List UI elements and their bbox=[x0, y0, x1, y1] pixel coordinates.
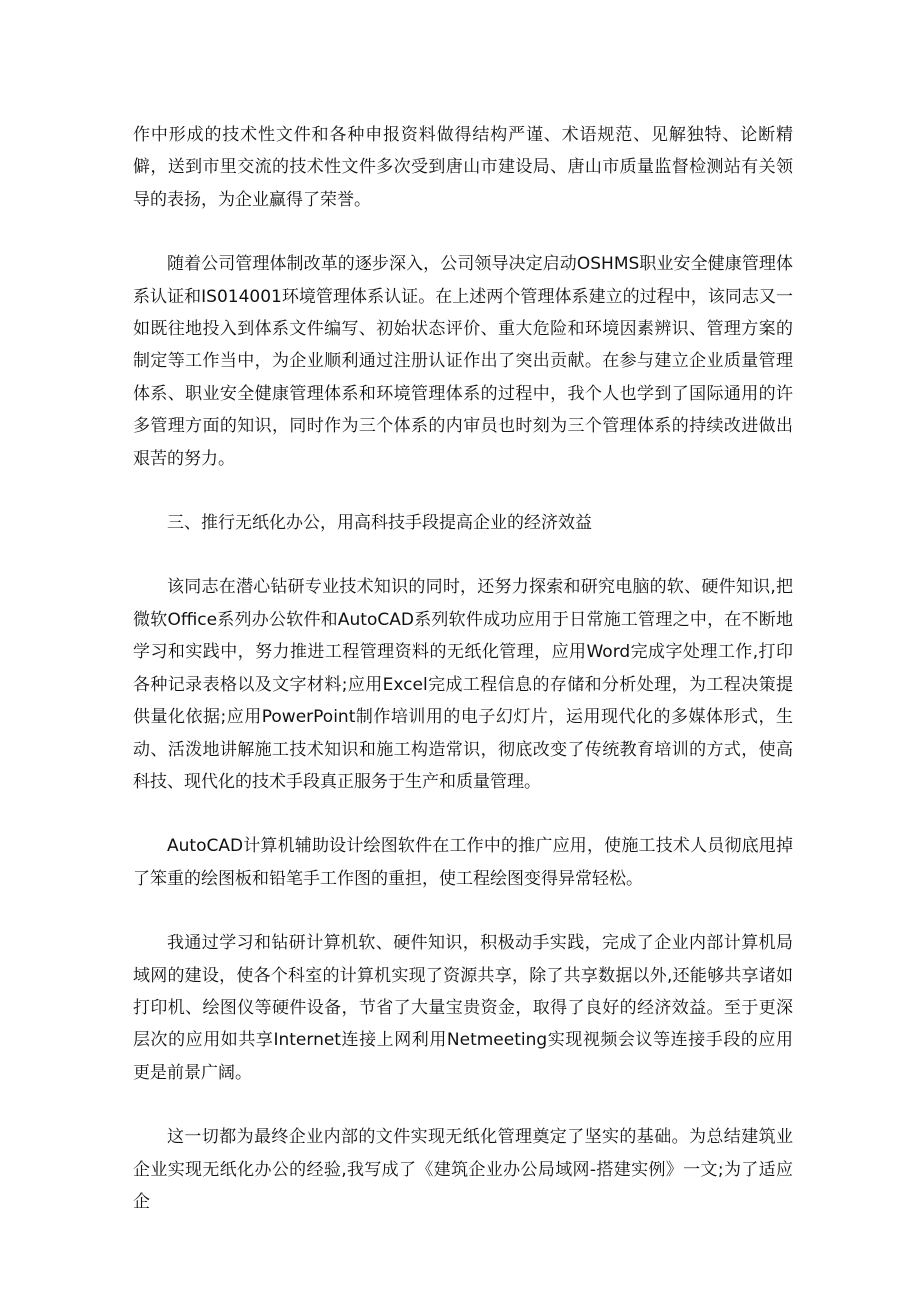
paragraph-2: 随着公司管理体制改革的逐步深入，公司领导决定启动OSHMS职业安全健康管理体系认证和IS014001环境管理体系认证。在上述两个管理体系建立的过程中，该同志又一如既往地投入到体系文件编写、初始状态评价、重大危险和环境因素辨识、管理方案的制定等工作当中，为企业顺利通过注册认证作出了突出贡献。在参与建立企业质量管理体系、职业安全健康管理体系和环境管理体系的过程中，我个人也学到了国际通用的许多管理方面的知识，同时作为三个体系的内审员也时刻为三个管理体系的持续改进做出艰苦的努力。 bbox=[133, 254, 793, 469]
document-body bbox=[133, 119, 793, 1218]
paragraph-4: 该同志在潜心钻研专业技术知识的同时，还努力探索和研究电脑的软、硬件知识,把微软Office系列办公软件和AutoCAD系列软件成功应用于日常施工管理之中，在不断地学习和实践中，努力推进工程管理资料的无纸化管理，应用Word完成字处理工作,打印各种记录表格以及文字材料;应用Excel完成工程信息的存储和分析处理，为工程决策提供量化依据;应用PowerPoint制作培训用的电子幻灯片，运用现代化的多媒体形式，生动、活泼地讲解施工技术知识和施工构造常识，彻底改变了传统教育培训的方式，使高科技、现代化的技术手段真正服务于生产和质量管理。 bbox=[133, 577, 793, 792]
paragraph-5: AutoCAD计算机辅助设计绘图软件在工作中的推广应用，使施工技术人员彻底甩掉了笨重的绘图板和铅笔手工作图的重担，使工程绘图变得异常轻松。 bbox=[133, 836, 793, 889]
paragraph-6: 我通过学习和钻研计算机软、硬件知识，积极动手实践，完成了企业内部计算机局域网的建设，使各个科室的计算机实现了资源共享，除了共享数据以外,还能够共享诸如打印机、绘图仪等硬件设备，节省了大量宝贵资金，取得了良好的经济效益。至于更深层次的应用如共享Internet连接上网利用Netmeeting实现视频会议等连接手段的应用更是前景广阔。 bbox=[133, 933, 793, 1083]
paragraph-1: 作中形成的技术性文件和各种申报资料做得结构严谨、术语规范、见解独特、论断精僻，送到市里交流的技术性文件多次受到唐山市建设局、唐山市质量监督检测站有关领导的表扬，为企业赢得了荣誉。 bbox=[133, 125, 793, 210]
paragraph-7: 这一切都为最终企业内部的文件实现无纸化管理奠定了坚实的基础。为总结建筑业企业实现无纸化办公的经验,我写成了《建筑企业办公局域网-搭建实例》一文;为了适应企 bbox=[133, 1127, 793, 1212]
section-heading-3: 三、推行无纸化办公，用高科技手段提高企业的经济效益 bbox=[167, 513, 592, 534]
